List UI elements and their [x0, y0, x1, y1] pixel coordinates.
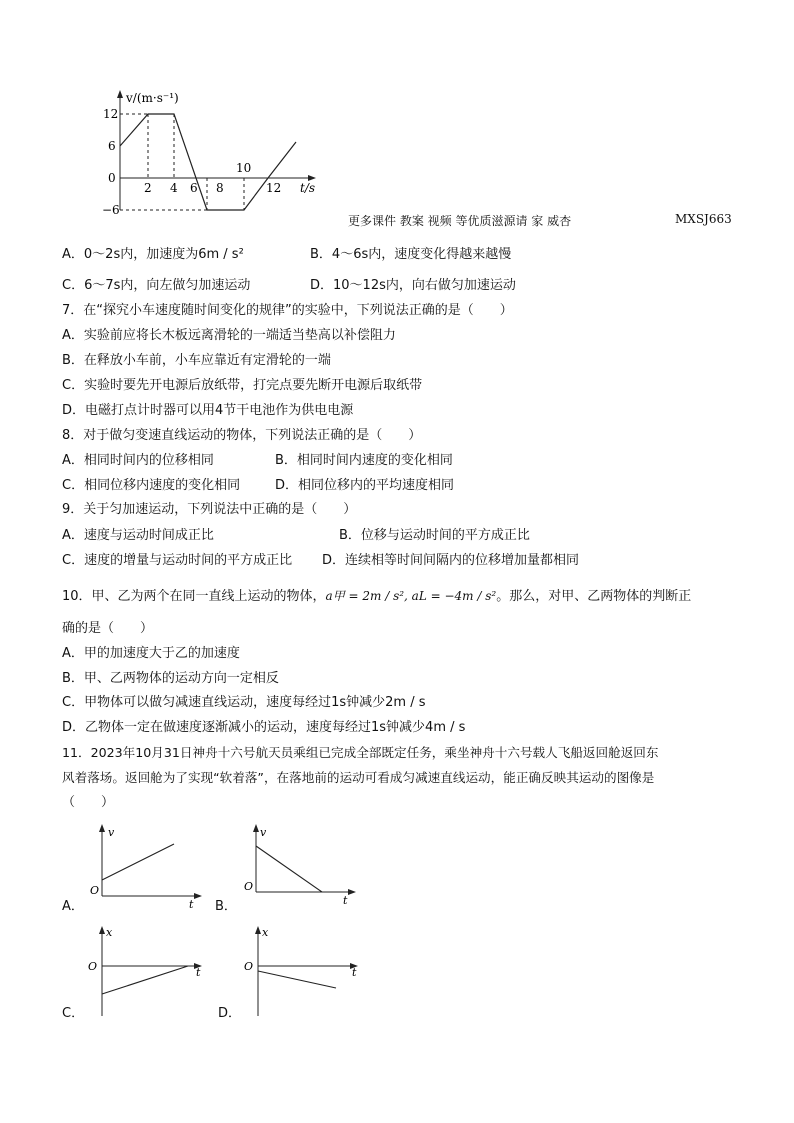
graph-a-line	[102, 844, 174, 880]
x-tick: 12	[266, 181, 282, 195]
q9-option-c: C．速度的增量与运动时间的平方成正比	[62, 553, 293, 568]
q8-option-c: C．相同位移内速度的变化相同	[62, 478, 241, 493]
x-tick: 10	[236, 161, 252, 175]
q11-option-c-letter: C．	[62, 1006, 85, 1021]
q7-option-d: D．电磁打点计时器可以用4节干电池作为供电电源	[62, 403, 354, 418]
q6-option-c: C．6～7s内，向左做匀加速运动	[62, 278, 251, 293]
y-tick: −6	[102, 203, 120, 217]
svg-text:x: x	[262, 926, 269, 939]
q11-graph-a	[86, 822, 206, 910]
x-tick: 6	[190, 181, 198, 195]
svg-text:x: x	[106, 926, 113, 939]
graph-c-line	[102, 966, 188, 994]
q6-option-a: A．0～2s内，加速度为6m / s²	[62, 247, 244, 262]
svg-text:v: v	[108, 826, 115, 839]
q11-option-a-letter: A．	[62, 899, 84, 914]
svg-text:t: t	[343, 894, 348, 907]
q10-option-a: A．甲的加速度大于乙的加速度	[62, 646, 240, 661]
velocity-curve	[120, 114, 296, 210]
q10-option-c: C．甲物体可以做匀减速直线运动，速度每经过1s钟减少2m / s	[62, 695, 426, 710]
q11-stem-line1: 11．2023年10月31日神舟十六号航天员乘组已完成全部既定任务，乘坐神舟十六号载人飞船返回舱返回东	[62, 745, 659, 760]
q11-stem-line2: 风着落场。返回舱为了实现“软着落”，在落地前的运动可看成匀减速直线运动，能正确反映其运动的图像是	[62, 770, 655, 785]
svg-text:O: O	[90, 884, 100, 897]
q11-option-b-letter: B．	[215, 899, 237, 914]
q9-stem: 9．关于匀加速运动，下列说法中正确的是（ ）	[62, 502, 357, 517]
q7-option-c: C．实验时要先开电源后放纸带，打完点要先断开电源后取纸带	[62, 378, 423, 393]
q9-option-a: A．速度与运动时间成正比	[62, 528, 214, 543]
y-tick: 6	[108, 139, 116, 153]
velocity-time-graph	[100, 88, 330, 220]
y-tick: 12	[103, 107, 119, 121]
q7-stem: 7．在“探究小车速度随时间变化的规律”的实验中，下列说法正确的是（ ）	[62, 303, 513, 318]
svg-text:O: O	[244, 960, 254, 973]
x-tick: 8	[216, 181, 224, 195]
q10-formula: a甲 = 2m / s², aL = −4m / s²	[325, 589, 497, 603]
q10-stem: 10．甲、乙为两个在同一直线上运动的物体，a甲 = 2m / s², aL = −4m / s²。那么，对甲、乙两物体的判断正	[62, 589, 692, 604]
x-tick: 2	[144, 181, 152, 195]
q8-option-b: B．相同时间内速度的变化相同	[275, 453, 453, 468]
q8-option-a: A．相同时间内的位移相同	[62, 453, 214, 468]
q7-option-b: B．在释放小车前，小车应靠近有定滑轮的一端	[62, 353, 331, 368]
svg-text:O: O	[244, 880, 254, 893]
q11-graph-d	[242, 924, 372, 1020]
q10-option-b: B．甲、乙两物体的运动方向一定相反	[62, 671, 279, 686]
q11-graph-c	[86, 924, 216, 1020]
watermark-text: 更多课件 教案 视频 等优质滋源请 家 威杏	[348, 214, 572, 228]
q9-option-d: D．连续相等时间间隔内的位移增加量都相同	[322, 553, 580, 568]
q11-graph-b	[240, 822, 360, 910]
q11-option-d-letter: D．	[218, 1006, 242, 1021]
x-axis-label: t/s	[300, 181, 316, 195]
q9-option-b: B．位移与运动时间的平方成正比	[339, 528, 530, 543]
q8-option-d: D．相同位移内的平均速度相同	[275, 478, 455, 493]
watermark-code: MXSJ663	[675, 212, 732, 226]
y-axis-label: v/(m·s⁻¹)	[126, 91, 179, 105]
q7-option-a: A．实验前应将长木板远离滑轮的一端适当垫高以补偿阻力	[62, 328, 396, 343]
svg-text:O: O	[88, 960, 98, 973]
svg-text:t: t	[196, 966, 201, 979]
graph-d-line	[258, 971, 336, 988]
y-tick: 0	[108, 171, 116, 185]
q11-stem-line3: （ ）	[62, 795, 115, 810]
svg-text:v: v	[260, 826, 267, 839]
graph-b-line	[256, 846, 322, 892]
svg-text:t: t	[189, 898, 194, 910]
q10-option-d: D．乙物体一定在做速度逐渐减小的运动，速度每经过1s钟减少4m / s	[62, 720, 466, 735]
q8-stem: 8．对于做匀变速直线运动的物体，下列说法正确的是（ ）	[62, 428, 422, 443]
q10-stem-line2: 确的是（ ）	[62, 621, 154, 636]
svg-text:t: t	[352, 966, 357, 979]
x-tick: 4	[170, 181, 178, 195]
q6-option-d: D．10～12s内，向右做匀加速运动	[310, 278, 516, 293]
q6-option-b: B．4～6s内，速度变化得越来越慢	[310, 247, 512, 262]
